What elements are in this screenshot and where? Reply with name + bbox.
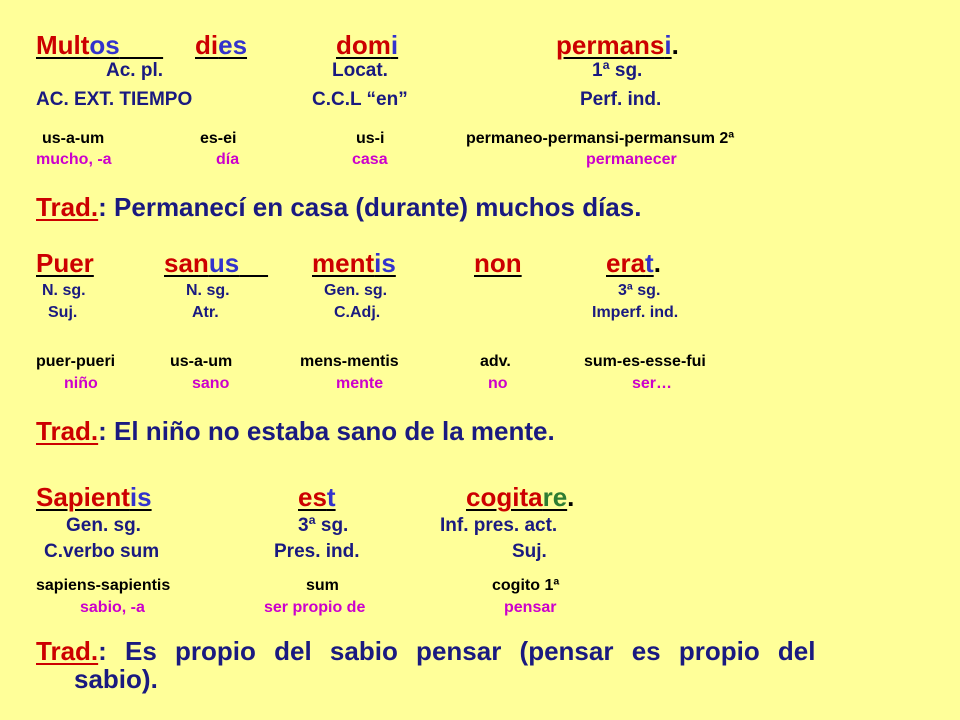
ending: es	[218, 30, 248, 60]
s1-word-domi	[336, 32, 398, 58]
s1-morph-3: 1ª sg.	[592, 60, 643, 81]
s2-word-puer	[36, 250, 94, 276]
ending: is	[374, 248, 396, 278]
s1-func-3: Perf. ind.	[580, 89, 662, 110]
s3-morph-2: 3ª sg.	[298, 515, 349, 536]
s3-morph-1: Gen. sg.	[66, 515, 141, 536]
s1-translation	[36, 194, 641, 220]
s3-mean-2: ser propio de	[264, 599, 366, 616]
root: cogita	[466, 482, 543, 512]
s1-mean-2: día	[216, 151, 240, 168]
s1-func-1: AC. EXT. TIEMPO	[36, 89, 193, 110]
root: Mult	[36, 30, 90, 60]
s1-morph-2: Locat.	[332, 60, 388, 81]
s1-morph-1: Ac. pl.	[106, 60, 164, 81]
s3-word-cogitare	[466, 484, 574, 510]
s3-word-sapientis	[36, 484, 152, 510]
root: di	[195, 30, 219, 60]
s2-func-4: Imperf. ind.	[592, 304, 679, 321]
s3-lex-2: sum	[306, 577, 339, 594]
trad-text: : El niño no estaba sano de la mente.	[98, 416, 555, 446]
root: es	[298, 482, 327, 512]
period: .	[653, 248, 661, 278]
s3-translation	[36, 638, 816, 664]
s2-mean-2: sano	[192, 375, 230, 392]
s2-lex-5: sum-es-esse-fui	[584, 353, 706, 370]
s2-func-1: Suj.	[48, 304, 78, 321]
s1-word-permansi	[556, 32, 679, 58]
s2-word-non	[474, 250, 522, 276]
s1-lex-4: permaneo-permansi-permansum 2ª	[466, 130, 735, 147]
s2-lex-1: puer-pueri	[36, 353, 116, 370]
s2-morph-4: 3ª sg.	[618, 282, 661, 299]
s2-mean-5: ser…	[632, 375, 673, 392]
s2-translation	[36, 418, 555, 444]
s3-word-est	[298, 484, 336, 510]
ending: os	[89, 30, 120, 60]
s3-translation-line2: sabio).	[74, 664, 158, 694]
s1-lex-2: es-ei	[200, 130, 237, 147]
ending: re	[542, 482, 568, 512]
root: Puer	[36, 248, 94, 278]
trad-text-line1: : Es propio del sabio pensar (pensar es propio del	[98, 636, 816, 666]
s1-mean-3: casa	[352, 151, 388, 168]
s2-morph-1: N. sg.	[42, 282, 86, 299]
s1-func-2: C.C.L “en”	[312, 89, 408, 110]
ending: t	[645, 248, 654, 278]
s3-func-1: C.verbo sum	[44, 541, 160, 562]
s2-lex-2: us-a-um	[170, 353, 233, 370]
s2-mean-3: mente	[336, 375, 384, 392]
s1-word-multos	[36, 32, 163, 58]
root: permans	[556, 30, 665, 60]
trad-label: Trad.	[36, 192, 99, 222]
root: ment	[312, 248, 375, 278]
period: .	[671, 30, 679, 60]
root: Sapient	[36, 482, 130, 512]
root: san	[164, 248, 209, 278]
s3-morph-3: Inf. pres. act.	[440, 515, 558, 536]
s2-word-mentis	[312, 250, 396, 276]
period: .	[567, 482, 575, 512]
s1-lex-1: us-a-um	[42, 130, 105, 147]
s2-mean-1: niño	[64, 375, 98, 392]
s1-mean-1: mucho, -a	[36, 151, 112, 168]
trad-label: Trad.	[36, 636, 99, 666]
s3-func-2: Pres. ind.	[274, 541, 360, 562]
root: non	[474, 248, 522, 278]
s3-lex-3: cogito 1ª	[492, 577, 560, 594]
ending: i	[664, 30, 672, 60]
s2-func-2: Atr.	[192, 304, 219, 321]
root: era	[606, 248, 646, 278]
root: dom	[336, 30, 391, 60]
s3-mean-1: sabio, -a	[80, 599, 145, 616]
s2-lex-4: adv.	[480, 353, 511, 370]
ending: is	[129, 482, 152, 512]
trad-text: : Permanecí en casa (durante) muchos días.	[98, 192, 642, 222]
ending: us	[208, 248, 240, 278]
s2-mean-4: no	[488, 375, 508, 392]
s3-func-3: Suj.	[512, 541, 547, 562]
s2-word-erat	[606, 250, 661, 276]
ending: t	[326, 482, 336, 512]
s3-lex-1: sapiens-sapientis	[36, 577, 171, 594]
s1-lex-3: us-i	[356, 130, 385, 147]
trad-label: Trad.	[36, 416, 99, 446]
s3-mean-3: pensar	[504, 599, 557, 616]
s2-morph-3: Gen. sg.	[324, 282, 388, 299]
s1-mean-4: permanecer	[586, 151, 677, 168]
s2-func-3: C.Adj.	[334, 304, 381, 321]
ending: i	[390, 30, 399, 60]
s2-word-sanus	[164, 250, 268, 276]
s2-morph-2: N. sg.	[186, 282, 230, 299]
s2-lex-3: mens-mentis	[300, 353, 399, 370]
s1-word-dies	[195, 32, 247, 58]
